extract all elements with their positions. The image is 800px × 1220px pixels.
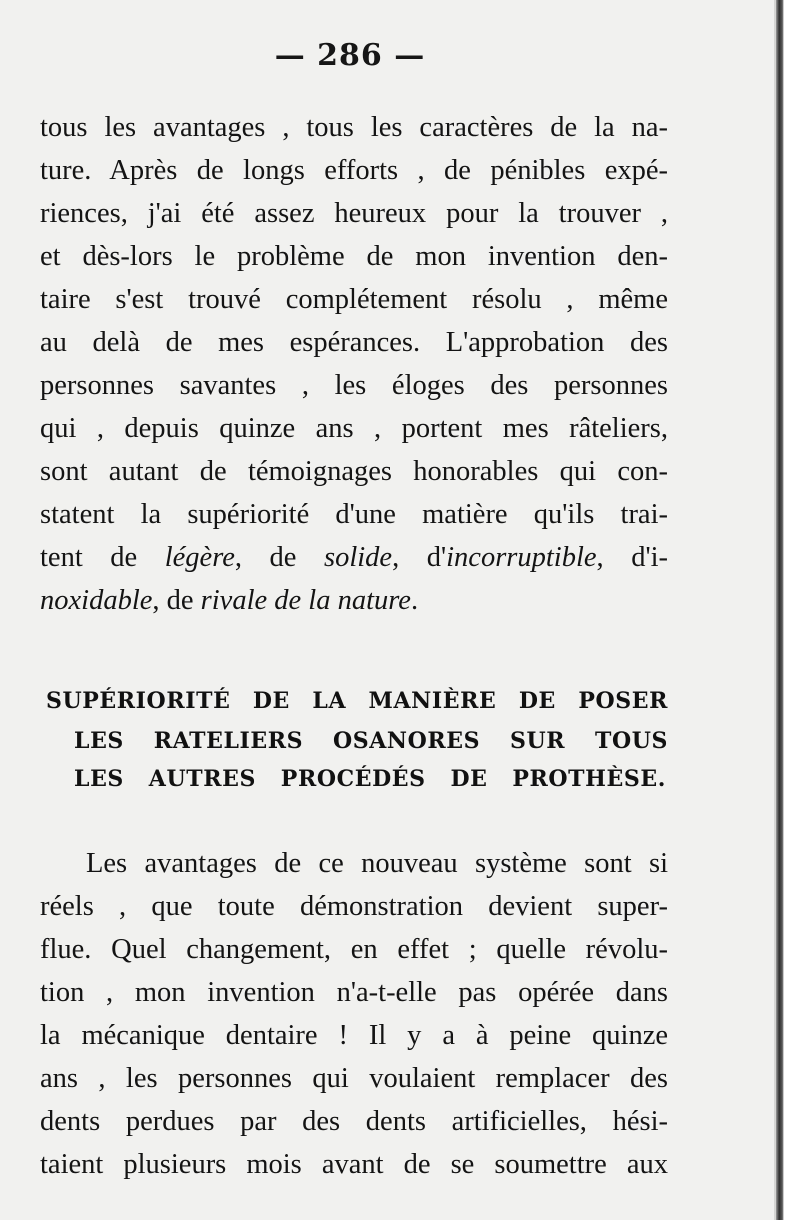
text-run: . bbox=[410, 585, 419, 616]
text-line: tous les avantages , tous les caractères de la na- bbox=[40, 112, 668, 143]
text-line: réels , que toute démonstration devient super- bbox=[40, 891, 668, 922]
text-line: personnes savantes , les éloges des personnes bbox=[40, 370, 668, 401]
italic-term: incorruptible bbox=[446, 542, 597, 573]
italic-term: rivale de la nature bbox=[200, 585, 411, 616]
italic-term: noxidable bbox=[40, 585, 153, 616]
scan-margin bbox=[784, 0, 800, 1220]
text-run: , de bbox=[234, 542, 324, 573]
text-line: tion , mon invention n'a-t-elle pas opérée dans bbox=[40, 977, 668, 1008]
text-line: et dès-lors le problème de mon invention den- bbox=[40, 241, 668, 272]
italic-term: légère bbox=[164, 542, 235, 573]
text-line bbox=[40, 540, 668, 576]
text-line: taire s'est trouvé complétement résolu , même bbox=[40, 284, 668, 315]
text-run: , de bbox=[152, 585, 201, 616]
text-line: ans , les personnes qui voulaient remplacer des bbox=[40, 1063, 668, 1094]
heading-line: LES RATELIERS OSANORES SUR TOUS bbox=[74, 728, 668, 754]
italic-term: solide bbox=[324, 542, 393, 573]
text-line: riences, j'ai été assez heureux pour la trouver , bbox=[40, 198, 668, 229]
page-number: — 286 — bbox=[274, 38, 426, 73]
text-line: sont autant de témoignages honorables qui con- bbox=[40, 456, 668, 487]
text-line: statent la supériorité d'une matière qu'ils trai- bbox=[40, 499, 668, 530]
text-line: Les avantages de ce nouveau système sont si bbox=[86, 848, 668, 879]
text-line: la mécanique dentaire ! Il y a à peine quinze bbox=[40, 1020, 668, 1051]
heading-line: LES AUTRES PROCÉDÉS DE PROTHÈSE. bbox=[74, 766, 666, 792]
text-line: qui , depuis quinze ans , portent mes râteliers, bbox=[40, 413, 668, 444]
text-line: flue. Quel changement, en effet ; quelle révolu- bbox=[40, 934, 668, 965]
heading-line: SUPÉRIORITÉ DE LA MANIÈRE DE POSER bbox=[46, 688, 668, 714]
text-run: , d' bbox=[392, 542, 447, 573]
text-line: ture. Après de longs efforts , de pénibles expé- bbox=[40, 155, 668, 186]
page-edge-shadow bbox=[776, 0, 784, 1220]
text-run: tent de bbox=[40, 542, 165, 573]
text-line: au delà de mes espérances. L'approbation des bbox=[40, 327, 668, 358]
text-run: , d'i- bbox=[596, 542, 669, 573]
text-line: taient plusieurs mois avant de se soumettre aux bbox=[40, 1149, 668, 1180]
text-line bbox=[40, 583, 668, 619]
text-line: dents perdues par des dents artificielles, hési- bbox=[40, 1106, 668, 1137]
